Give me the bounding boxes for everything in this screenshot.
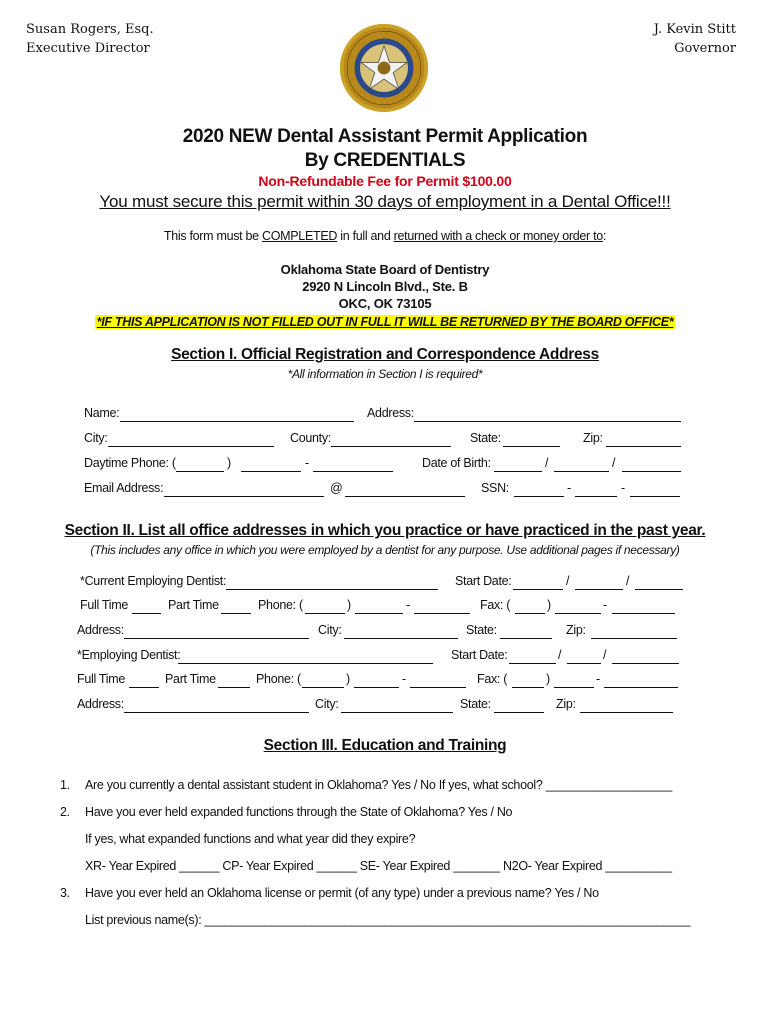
office-state-field-1[interactable] bbox=[500, 638, 552, 639]
start-day-field-2[interactable] bbox=[567, 663, 601, 664]
phone-line-field[interactable] bbox=[313, 471, 393, 472]
instructions-completed: COMPLETED bbox=[262, 229, 338, 243]
q2-expired-fields[interactable]: XR- Year Expired ______ CP- Year Expired ______ SE- Year Expired _______ N2O- Year Expired __________ bbox=[85, 859, 672, 873]
part-time-field-1[interactable] bbox=[221, 613, 251, 614]
ssn-dash-1: - bbox=[567, 481, 571, 495]
office-state-label-1: State: bbox=[466, 623, 497, 637]
office-city-field-2[interactable] bbox=[341, 712, 453, 713]
fax-dash-1: - bbox=[603, 598, 607, 612]
q2-number: 2. bbox=[60, 805, 70, 819]
governor-title: Governor bbox=[674, 41, 736, 56]
start-slash-2b: / bbox=[603, 648, 607, 662]
office-phone-dash-2: - bbox=[402, 672, 406, 686]
ssn-label: SSN: bbox=[481, 481, 509, 495]
ssn-part1-field[interactable] bbox=[514, 496, 564, 497]
part-time-label-1: Part Time bbox=[168, 598, 219, 612]
office-zip-label-1: Zip: bbox=[566, 623, 586, 637]
email-domain-field[interactable] bbox=[345, 496, 465, 497]
q1-number: 1. bbox=[60, 778, 70, 792]
full-time-field-1[interactable] bbox=[132, 613, 161, 614]
phone-area-field[interactable] bbox=[176, 471, 224, 472]
office-phone-area-1[interactable] bbox=[305, 613, 345, 614]
office-zip-field-1[interactable] bbox=[591, 638, 677, 639]
q3-text[interactable]: Have you ever held an Oklahoma license or permit (of any type) under a previous name? Yes / No bbox=[85, 886, 599, 900]
dob-year-field[interactable] bbox=[622, 471, 681, 472]
office-city-label-2: City: bbox=[315, 697, 339, 711]
section1-title: Section I. Official Registration and Correspondence Address bbox=[171, 346, 599, 363]
office-address-field-2[interactable] bbox=[124, 712, 309, 713]
county-field[interactable] bbox=[331, 446, 451, 447]
dob-label: Date of Birth: bbox=[422, 456, 491, 470]
state-seal-icon bbox=[338, 22, 430, 114]
office-address-label-2: Address: bbox=[77, 697, 124, 711]
fax-area-1[interactable] bbox=[515, 613, 545, 614]
office-phone-line-2[interactable] bbox=[410, 687, 466, 688]
zip-label: Zip: bbox=[583, 431, 603, 445]
form-title: 2020 NEW Dental Assistant Permit Application bbox=[182, 126, 588, 147]
dob-day-field[interactable] bbox=[554, 471, 609, 472]
fee-notice: Non-Refundable Fee for Permit $100.00 bbox=[258, 173, 512, 189]
office-phone-dash-1: - bbox=[406, 598, 410, 612]
start-month-field-1[interactable] bbox=[513, 589, 563, 590]
city-label: City: bbox=[84, 431, 108, 445]
name-field[interactable] bbox=[120, 421, 354, 422]
part-time-label-2: Part Time bbox=[165, 672, 216, 686]
return-warning-wrap bbox=[0, 313, 770, 331]
ssn-part2-field[interactable] bbox=[575, 496, 617, 497]
start-date-label-2: Start Date: bbox=[451, 648, 508, 662]
governor-name: J. Kevin Stitt bbox=[653, 22, 736, 37]
governor-block bbox=[654, 20, 736, 58]
office-zip-field-2[interactable] bbox=[580, 712, 673, 713]
state-label: State: bbox=[470, 431, 501, 445]
fax-prefix-2[interactable] bbox=[554, 687, 594, 688]
office-phone-line-1[interactable] bbox=[414, 613, 470, 614]
address-field[interactable] bbox=[414, 421, 681, 422]
dob-slash-2: / bbox=[612, 456, 616, 470]
phone-label-2: Phone: ( bbox=[256, 672, 301, 686]
phone-paren: ) bbox=[227, 456, 231, 470]
office-city-field-1[interactable] bbox=[344, 638, 458, 639]
director-title: Executive Director bbox=[26, 41, 150, 56]
office-phone-prefix-1[interactable] bbox=[355, 613, 403, 614]
section3-title: Section III. Education and Training bbox=[263, 737, 507, 754]
section1-note: *All information in Section I is required* bbox=[287, 367, 483, 381]
employing-dentist-field[interactable] bbox=[178, 663, 433, 664]
email-label: Email Address: bbox=[84, 481, 164, 495]
fax-paren-2: ) bbox=[546, 672, 550, 686]
office-address-label-1: Address: bbox=[77, 623, 124, 637]
board-street: 2920 N Lincoln Blvd., Ste. B bbox=[302, 279, 468, 294]
fax-line-2[interactable] bbox=[604, 687, 678, 688]
office-state-field-2[interactable] bbox=[494, 712, 544, 713]
start-month-field-2[interactable] bbox=[509, 663, 556, 664]
q2-text[interactable]: Have you ever held expanded functions through the State of Oklahoma? Yes / No bbox=[85, 805, 513, 819]
part-time-field-2[interactable] bbox=[218, 687, 250, 688]
employing-dentist-label: *Employing Dentist: bbox=[77, 648, 181, 662]
director-block bbox=[26, 20, 154, 58]
start-date-label-1: Start Date: bbox=[455, 574, 512, 588]
email-user-field[interactable] bbox=[164, 496, 324, 497]
fax-area-2[interactable] bbox=[512, 687, 544, 688]
start-slash-1a: / bbox=[566, 574, 570, 588]
office-city-label-1: City: bbox=[318, 623, 342, 637]
start-year-field-1[interactable] bbox=[635, 589, 683, 590]
phone-label-1: Phone: ( bbox=[258, 598, 303, 612]
ssn-dash-2: - bbox=[621, 481, 625, 495]
deadline-notice: You must secure this permit within 30 days of employment in a Dental Office!!! bbox=[99, 192, 671, 211]
q3-number: 3. bbox=[60, 886, 70, 900]
section2-note: (This includes any office in which you were employed by a dentist for any purpose. Use additional pages if necessary) bbox=[90, 543, 680, 557]
dob-slash-1: / bbox=[545, 456, 549, 470]
fax-paren-1: ) bbox=[547, 598, 551, 612]
full-time-field-2[interactable] bbox=[129, 687, 159, 688]
start-slash-2a: / bbox=[558, 648, 562, 662]
q2-followup: If yes, what expanded functions and what year did they expire? bbox=[85, 832, 416, 846]
fax-dash-2: - bbox=[596, 672, 600, 686]
state-field[interactable] bbox=[503, 446, 560, 447]
office-zip-label-2: Zip: bbox=[556, 697, 576, 711]
return-warning: *IF THIS APPLICATION IS NOT FILLED OUT IN FULL IT WILL BE RETURNED BY THE BOARD OFFICE* bbox=[96, 315, 674, 329]
zip-field[interactable] bbox=[606, 446, 681, 447]
name-label: Name: bbox=[84, 406, 120, 420]
instructions-line bbox=[0, 229, 770, 243]
office-state-label-2: State: bbox=[460, 697, 491, 711]
phone-prefix-field[interactable] bbox=[241, 471, 301, 472]
daytime-phone-label: Daytime Phone: ( bbox=[84, 456, 176, 470]
director-name: Susan Rogers, Esq. bbox=[26, 22, 154, 37]
dob-month-field[interactable] bbox=[494, 471, 542, 472]
instructions-suffix: : bbox=[602, 229, 607, 243]
fax-label-1: Fax: ( bbox=[480, 598, 511, 612]
section2-title: Section II. List all office addresses in which you practice or have practiced in the past year. bbox=[64, 522, 706, 539]
board-city: OKC, OK 73105 bbox=[338, 296, 432, 311]
form-subtitle: By CREDENTIALS bbox=[304, 150, 466, 171]
office-address-field-1[interactable] bbox=[124, 638, 309, 639]
start-slash-1b: / bbox=[626, 574, 630, 588]
full-time-label-1: Full Time bbox=[80, 598, 129, 612]
start-day-field-1[interactable] bbox=[575, 589, 623, 590]
fax-label-2: Fax: ( bbox=[477, 672, 508, 686]
email-at: @ bbox=[330, 481, 343, 495]
full-time-label-2: Full Time bbox=[77, 672, 126, 686]
q1-text[interactable]: Are you currently a dental assistant student in Oklahoma? Yes / No If yes, what school? ___________________ bbox=[85, 778, 673, 792]
q3-previous-names[interactable]: List previous name(s): _________________________________________________________________________ bbox=[85, 913, 691, 927]
instructions-middle: in full and bbox=[337, 229, 394, 243]
fax-prefix-1[interactable] bbox=[555, 613, 601, 614]
fax-line-1[interactable] bbox=[612, 613, 675, 614]
current-dentist-field[interactable] bbox=[226, 589, 438, 590]
county-label: County: bbox=[290, 431, 331, 445]
office-phone-paren-1: ) bbox=[347, 598, 351, 612]
phone-dash: - bbox=[305, 456, 309, 470]
instructions-returned: returned with a check or money order to bbox=[393, 229, 603, 243]
office-phone-prefix-2[interactable] bbox=[354, 687, 399, 688]
current-dentist-label: *Current Employing Dentist: bbox=[80, 574, 227, 588]
address-label: Address: bbox=[367, 406, 414, 420]
start-year-field-2[interactable] bbox=[612, 663, 679, 664]
office-phone-paren-2: ) bbox=[346, 672, 350, 686]
office-phone-area-2[interactable] bbox=[302, 687, 344, 688]
instructions-prefix: This form must be bbox=[163, 229, 262, 243]
city-field[interactable] bbox=[108, 446, 274, 447]
ssn-part3-field[interactable] bbox=[630, 496, 680, 497]
board-name: Oklahoma State Board of Dentistry bbox=[280, 262, 490, 277]
